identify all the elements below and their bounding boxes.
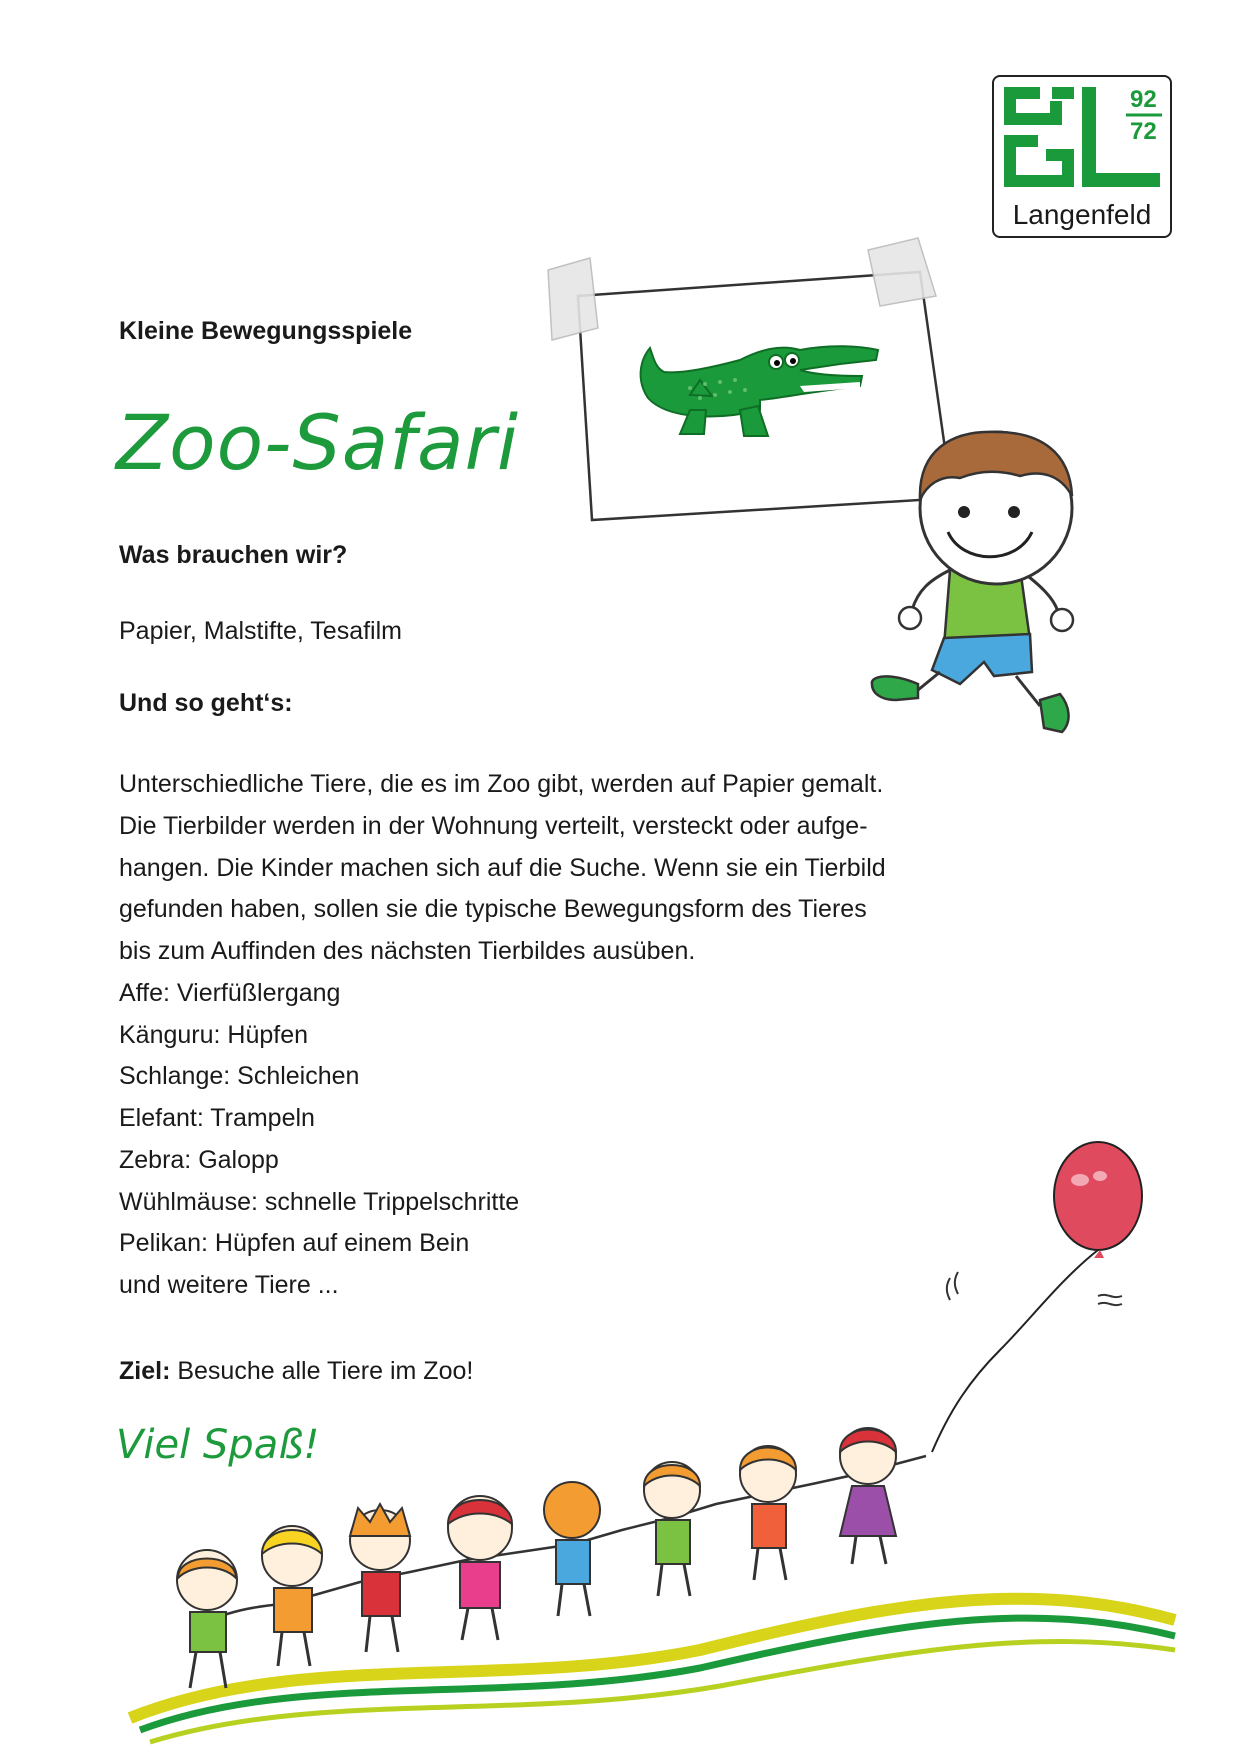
list-item: Känguru: Hüpfen [119,1020,309,1049]
subtitle: Kleine Bewegungsspiele [119,317,413,345]
instructions-line: bis zum Auffinden des nächsten Tierbildes ausüben. [119,937,696,966]
logo-name: Langenfeld [1012,199,1152,230]
instructions-line: Die Tierbilder werden in der Wohnung verteilt, versteckt oder aufge- [119,811,868,840]
svg-text:72: 72 [1130,118,1157,145]
instructions-line: gefunden haben, sollen sie die typische Bewegungsform des Tieres [119,895,867,924]
instructions-line: hangen. Die Kinder machen sich auf die Suche. Wenn sie ein Tierbild [119,853,886,882]
list-item: Wühlmäuse: schnelle Trippelschritte [119,1187,520,1216]
farewell-text: Viel Spaß! [116,1422,320,1468]
balloon-icon [932,1142,1142,1452]
goal-text: Besuche alle Tiere im Zoo! [170,1357,474,1385]
svg-text:92: 92 [1130,86,1157,113]
list-item: Pelikan: Hüpfen auf einem Bein [119,1229,470,1258]
list-item: Elefant: Trampeln [119,1104,315,1133]
instructions-heading: Und so geht‘s: [119,689,293,717]
goal-label: Ziel: [119,1357,171,1385]
children-chain-icon [177,1428,926,1688]
list-item: und weitere Tiere ... [119,1270,339,1299]
page-title: Zoo-Safari [116,398,519,487]
instructions-line: Unterschiedliche Tiere, die es im Zoo gibt, werden auf Papier gemalt. [119,770,884,798]
list-item: Affe: Vierfüßlergang [119,979,341,1007]
materials-text: Papier, Malstifte, Tesafilm [119,617,402,645]
list-item: Schlange: Schleichen [119,1062,360,1091]
crocodile-drawing [548,238,952,520]
list-item: Zebra: Galopp [119,1145,279,1174]
materials-heading: Was brauchen wir? [119,541,348,569]
